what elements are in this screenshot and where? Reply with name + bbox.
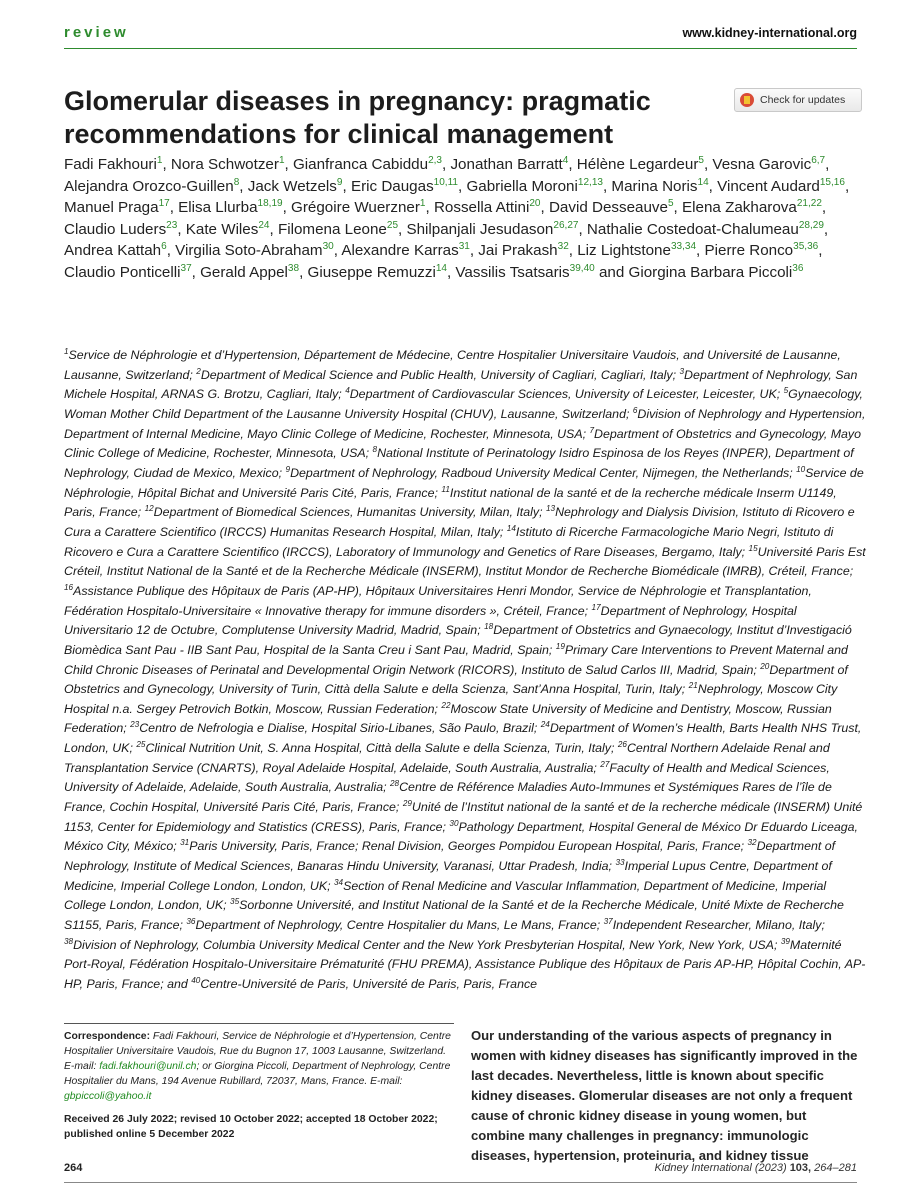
author-affiliation-marker: 6 — [161, 240, 167, 252]
author-affiliation-marker: 15,16 — [819, 176, 845, 188]
affiliation-number: 20 — [760, 661, 770, 671]
author-name: Elisa Llurba — [178, 199, 258, 216]
affiliation-number: 16 — [64, 582, 74, 592]
affiliation-number: 23 — [130, 720, 140, 730]
author-name: Gabriella Moroni — [466, 177, 578, 195]
affiliation-text: Nephrology, Moscow City Hospital n.a. Sergey Petrovich Botkin, Moscow, Russian Federation — [64, 682, 838, 716]
author-affiliation-marker: 30 — [322, 240, 334, 252]
author-affiliation-marker: 17 — [158, 197, 170, 209]
affiliation-number: 9 — [285, 464, 291, 474]
affiliation-number: 11 — [441, 484, 450, 494]
affiliation-text: Paris University, Paris, France; Renal Division, Georges Pompidou European Hospital, Paris, France — [189, 839, 741, 854]
affiliation-number: 36 — [186, 916, 196, 926]
author-affiliation-marker: 39,40 — [569, 262, 595, 274]
affiliation-text: Pathology Department, Hospital General de México Dr Eduardo Liceaga, México City, México — [64, 819, 858, 854]
affiliation-number: 3 — [679, 366, 684, 376]
email-link-fakhouri[interactable]: fadi.fakhouri@unil.ch — [99, 1061, 197, 1072]
affiliation-number: 13 — [545, 504, 556, 514]
author-name: Marina Noris — [611, 177, 698, 195]
affiliation-number: 6 — [632, 405, 638, 415]
journal-pages: 264–281 — [814, 1162, 857, 1174]
affiliation-number: 28 — [390, 779, 400, 789]
correspondence-label: Correspondence: — [64, 1031, 151, 1042]
author-affiliation-marker: 37 — [180, 262, 192, 274]
author-affiliation-marker: 35,36 — [793, 240, 819, 252]
author-affiliation-marker: 10,11 — [433, 176, 458, 188]
journal-url-link[interactable]: www.kidney-international.org — [682, 26, 857, 40]
author-affiliation-marker: 21,22 — [796, 197, 822, 209]
affiliation-number: 10 — [796, 464, 806, 474]
affiliation-number: 35 — [230, 897, 240, 907]
author-affiliation-marker: 9 — [336, 176, 343, 188]
affiliation-text: Université Paris Est Créteil, Institut National de la Santé et de la Recherche Médicale (INSERM), Institut Mondor de Recherche Biomédicale (IMRB), Créteil, France — [64, 544, 866, 579]
affiliation-text: Department of Biomedical Sciences, Humanitas University, Milan, Italy — [153, 505, 540, 520]
affiliation-text: Division of Nephrology and Hypertension, Department of Internal Medicine, Mayo Clinic College of Medicine, Rochester, Minnesota, USA — [64, 406, 866, 441]
header-divider — [64, 48, 857, 49]
author-name: Rossella Attini — [433, 199, 530, 216]
affiliation-number: 24 — [540, 720, 550, 730]
author-conjunction: and — [598, 263, 625, 281]
affiliation-text: Service de Néphrologie et d’Hypertension, Département de Médecine, Centre Hospitalier Universitaire Vaudois, and Université de Lausanne, Lausanne, Switzerland — [64, 348, 841, 382]
affiliation-text: Clinical Nutrition Unit, S. Anna Hospital, Città della Salute e della Scienza, Turin, Italy — [145, 741, 611, 756]
affiliation-text: National Institute of Perinatology Isidro Espinosa de los Reyes (INPER), Department of Nephrology, Ciudad de Mexico, Mexico — [64, 446, 854, 480]
author-name: David Desseauve — [548, 199, 668, 216]
correspondence-text — [64, 1029, 454, 1104]
author-name: Gerald Appel — [200, 263, 288, 281]
affiliation-text: Department of Obstetrics and Gynecology, University of Turin, Città della Salute e della Scienza, Sant’Anna Hospital, Turin, Italy — [64, 662, 848, 697]
author-list: Fadi Fakhouri$^1$, Nora Schwotzer$^1$, Gianfranca Cabiddu$^{2,3}$, Jonathan Barratt$^4$, Hélène Legardeur$^5$, Vesna Garovic$^{6,7}$, Alejandra Orozco-Guillen$^8$, Jack Wetzels$^9$, Eric Daugas$^{10,11}$, Gabriella Moroni$^{12,13}$, Marina Noris$^{14}$, Vincent Audard$^{15,16}$, Manuel Praga$^{17}$, Elisa Llurba$^{18,19}$, Grégoire Wuerzner$^1$, Rossella Attini$^{20}$, David Desseauve$^5$, Elena Zakharova$^{21,22}$, Claudio Luders$^{23}$, Kate Wiles$^{24}$, Filomena Leone$^{25}$, Shilpanjali Jesudason$^{26,27}$, Nathalie Costedoat-Chalumeau$^{28,29}$, Andrea Kattah$^6$, Virgilia Soto-Abraham$^{30}$, Alexandre Karras$^{31}$, Jai Prakash$^{32}$, Liz Lightstone$^{33,34}$, Pierre Ronco$^{35,36}$, Claudio Ponticelli$^{37}$, Gerald Appel$^{38}$, Giuseppe Remuzzi$^{14}$, Vassilis Tsatsaris$^{39,40}$ and Giorgina Barbara Piccoli$^{36}$ — [64, 154, 850, 281]
check-for-updates-button[interactable] — [734, 88, 862, 112]
affiliation-number: 21 — [688, 681, 698, 691]
author-name: Giorgina Barbara Piccoli — [628, 263, 793, 281]
affiliation-number: 25 — [136, 740, 146, 749]
author-name: Eric Daugas — [350, 177, 434, 195]
affiliation-number: 34 — [334, 877, 344, 887]
author-affiliation-marker: 18,19 — [257, 197, 283, 209]
journal-year: (2023) — [754, 1162, 787, 1174]
affiliation-text: Department of Medical Science and Public Health, University of Cagliari, Cagliari, Italy — [200, 367, 673, 382]
affiliation-text: Department of Cardiovascular Sciences, University of Leicester, Leicester, UK — [349, 387, 777, 402]
author-affiliation-marker: 14 — [697, 176, 709, 188]
author-name: Shilpanjali Jesudason — [406, 220, 554, 238]
author-affiliation-marker: 6,7 — [811, 154, 826, 166]
affiliation-text: Imperial Lupus Centre, Department of Medicine, Imperial College London, London, UK — [64, 859, 832, 893]
affiliation-text: Moscow State University of Medicine and Dentistry, Moscow, Russian Federation — [64, 701, 832, 736]
affiliation-text: Department of Nephrology, Institute of Medical Sciences, Banaras Hindu University, Varanasi, Uttar Pradesh, India — [64, 839, 836, 874]
affiliation-number: 39 — [780, 936, 790, 946]
author-name: Kate Wiles — [185, 220, 259, 238]
author-affiliation-marker: 28,29 — [798, 219, 824, 231]
author-affiliation-marker: 26,27 — [553, 219, 579, 231]
correspondence-block — [64, 1023, 454, 1142]
affiliation-text: Independent Researcher, Milano, Italy — [612, 918, 822, 933]
affiliation-number: 22 — [441, 700, 451, 710]
author-name: Alejandra Orozco-Guillen — [64, 177, 234, 195]
author-affiliation-marker: 20 — [529, 197, 541, 209]
affiliation-number: 5 — [783, 386, 789, 396]
affiliation-text: Department of Nephrology, San Michele Hospital, ARNAS G. Brotzu, Cagliari, Italy — [64, 367, 858, 402]
affiliation-number: 31 — [180, 838, 190, 848]
article-title: Glomerular diseases in pregnancy: pragmatic recommendations for clinical management — [64, 86, 651, 149]
check-for-updates-label: Check for updates — [760, 94, 846, 106]
affiliation-text: Department of Women’s Health, Barts Health NHS Trust, London, UK — [64, 721, 862, 756]
affiliation-number: 8 — [372, 445, 378, 455]
correspondence-part-1: Fadi Fakhouri, Service de Néphrologie et d’Hypertension, Centre Hospitalier Universitaire Vaudois, Rue du Bugnon 17, 1003 Lausanne, Switzerland. E-mail: — [64, 1031, 451, 1072]
affiliation-number: 38 — [64, 936, 74, 946]
author-affiliation-marker: 14 — [435, 262, 447, 274]
author-affiliation-marker: 38 — [287, 262, 300, 274]
affiliation-text: Centre-Université de Paris, Université de Paris, Paris, France — [200, 977, 538, 991]
affiliation-text: Centro de Nefrologia e Dialise, Hospital Sirio-Libanes, São Paulo, Brazil — [139, 721, 534, 736]
author-name: Vincent Audard — [717, 177, 820, 195]
author-name: Vesna Garovic — [712, 156, 812, 173]
author-affiliation-marker: 31 — [458, 240, 470, 252]
author-name: Jack Wetzels — [247, 177, 337, 195]
author-affiliation-marker: 23 — [166, 219, 178, 231]
affiliation-number: 12 — [144, 504, 154, 514]
email-link-piccoli[interactable]: gbpiccoli@yahoo.it — [64, 1091, 152, 1102]
affiliation-text: Centre de Référence Maladies Auto-Immunes et Systémiques Rares de l’île de France, Cochin Hospital, Université Paris Cité, Paris, France — [64, 780, 832, 815]
crossmark-icon — [740, 93, 754, 107]
author-affiliation-marker: 5 — [698, 154, 704, 166]
affiliation-number: 32 — [747, 838, 757, 848]
affiliation-text: Department of Obstetrics and Gynecology, Mayo Clinic College of Medicine, Rochester, Minnesota, USA — [64, 426, 862, 461]
affiliation-number: 27 — [600, 759, 610, 769]
author-name: Gianfranca Cabiddu — [292, 156, 429, 173]
affiliation-number: 29 — [402, 798, 412, 808]
author-name: Elena Zakharova — [682, 199, 797, 216]
author-affiliation-marker: 25 — [386, 219, 399, 231]
abstract-text: Our understanding of the various aspects of pregnancy in women with kidney diseases has significantly improved in the last decades. Nevertheless, little is known about specific kidney diseases. Glomerular diseases are not only a frequent cause of chronic kidney disease in young women, but combine many challenges in pregnancy: immunologic diseases, hypertension, proteinuria, and kidney tissue — [471, 1028, 858, 1163]
affiliation-text: Istituto di Ricerche Farmacologiche Mario Negri, Istituto di Ricovero e Cura a Carattere Scientifico (IRCCS), Laboratory of Immunology and Genetics of Rare Diseases, Bergamo, Italy — [64, 524, 834, 559]
author-name: Jai Prakash — [478, 242, 558, 259]
affiliation-conjunction: and — [167, 977, 188, 991]
affiliation-text: Assistance Publique des Hôpitaux de Paris (AP-HP), Hôpitaux Universitaires Henri Mondor, Service de Néphrologie et Transplantation, Fédération Hospitalo-Universitaire « Innovative therapy for immune disorders », Créteil, France — [64, 583, 812, 618]
author-name: Claudio Luders — [64, 220, 167, 238]
author-affiliation-marker: 32 — [557, 240, 569, 252]
journal-volume: 103, — [789, 1162, 812, 1174]
affiliation-text: Division of Nephrology, Columbia University Medical Center and the New York Presbyterian Hospital, New York, New York, USA — [73, 937, 774, 952]
affiliation-text: Institut national de la santé et de la recherche médicale Inserm U1149, Paris, France — [64, 485, 837, 520]
author-affiliation-marker: 1 — [156, 154, 163, 166]
author-name: Nora Schwotzer — [170, 156, 279, 173]
affiliation-text: Gynaecology, Woman Mother Child Department of the Lausanne University Hospital (CHUV), Lausanne, Switzerland — [64, 387, 864, 421]
page-number: 264 — [64, 1162, 83, 1174]
affiliation-number: 2 — [196, 366, 201, 376]
affiliation-text: Nephrology and Dialysis Division, Istituto di Ricovero e Cura a Carattere Scientifico (IRCCS) Humanitas Research Hospital, Milan, Italy — [64, 505, 855, 539]
author-affiliation-marker: 2,3 — [428, 154, 442, 166]
affiliation-text: Central Northern Adelaide Renal and Transplantation Service (CNARTS), Royal Adelaide Hospital, Adelaide, South Australia, Australia — [64, 741, 830, 775]
author-affiliation-marker: 4 — [562, 154, 569, 166]
author-name: Filomena Leone — [277, 220, 387, 238]
affiliation-text: Department of Nephrology, Centre Hospitalier du Mans, Le Mans, France — [195, 918, 597, 933]
affiliation-text: Sorbonne Université, and Institut National de la Santé et de la Recherche Médicale, Unité Mixte de Recherche S1155, Paris, France — [64, 898, 844, 933]
author-name: Pierre Ronco — [704, 242, 794, 259]
author-name: Claudio Ponticelli — [64, 263, 181, 281]
affiliation-number: 18 — [484, 622, 494, 632]
author-affiliation-marker: 24 — [258, 219, 270, 231]
author-affiliation-marker: 36 — [792, 262, 804, 274]
author-affiliation-marker: 8 — [233, 176, 240, 188]
author-affiliation-marker: 12,13 — [577, 176, 603, 188]
affiliation-number: 17 — [591, 602, 601, 612]
author-name: Andrea Kattah — [64, 242, 162, 259]
affiliation-number: 26 — [617, 740, 627, 749]
journal-citation — [655, 1162, 857, 1174]
author-name: Giuseppe Remuzzi — [307, 263, 436, 281]
affiliation-text: Section of Renal Medicine and Vascular Inflammation, Department of Medicine, Imperial College London, London, UK — [64, 878, 827, 913]
affiliation-text: Maternité Port-Royal, Fédération Hospitalo-Universitaire Prématurité (FHU PREMA), Assistance Publique des Hôpitaux de Paris AP-HP, Hôpital Cochin, AP-HP, Paris, France — [64, 937, 866, 991]
affiliation-number: 37 — [603, 916, 613, 926]
affiliation-list: $^1$Service de Néphrologie et d’Hypertension, Département de Médecine, Centre Hospitalier Universitaire Vaudois, and Université de Lausanne, Lausanne, Switzerland; $^2$Department of Medical Science and Public Health, University of Cagliari, Cagliari, Italy; $^3$Department of Nephrology, San Michele Hospital, ARNAS G. Brotzu, Cagliari, Italy; $^4$Department of Cardiovascular Sciences, University of Leicester, Leicester, UK; $^5$Gynaecology, Woman Mother Child Department of the Lausanne University Hospital (CHUV), Lausanne, Switzerland; $^6$Division of Nephrology and Hypertension, Department of Internal Medicine, Mayo Clinic College of Medicine, Rochester, Minnesota, USA; $^7$Department of Obstetrics and Gynecology, Mayo Clinic College of Medicine, Rochester, Minnesota, USA; $^8$National Institute of Perinatology Isidro Espinosa de los Reyes (INPER), Department of Nephrology, Ciudad de Mexico, Mexico; $^9$Department of Nephrology, Radboud University Medical Center, Nijmegen, the Netherlands; $^{10}$Service de Néphrologie, Hôpital Bichat and Université Paris Cité, Paris, France; $^{11}$Institut national de la santé et de la recherche médicale Inserm U1149, Paris, France; $^{12}$Department of Biomedical Sciences, Humanitas University, Milan, Italy; $^{13}$Nephrology and Dialysis Division, Istituto di Ricovero e Cura a Carattere Scientifico (IRCCS) Humanitas Research Hospital, Milan, Italy; $^{14}$Istituto di Ricerche Farmacologiche Mario Negri, Istituto di Ricovero e Cura a Carattere Scientifico (IRCCS), Laboratory of Immunology and Genetics of Rare Diseases, Bergamo, Italy; $^{15}$Université Paris Est Créteil, Institut National de la Santé et de la Recherche Médicale (INSERM), Institut Mondor de Recherche Biomédicale (IMRB), Créteil, France; $^{16}$Assistance Publique des Hôpitaux de Paris (AP-HP), Hôpitaux Universitaires Henri Mondor, Service de Néphrologie et Transplantation, Fédération Hospitalo-Universitaire « Innovative therapy for immune disorders », Créteil, France; $^{17}$Department of Nephrology, Hospital Universitario 12 de Octubre, Complutense University Madrid, Madrid, Spain; $^{18}$Department of Obstetrics and Gynaecology, Institut d’Investigació Biomèdica Sant Pau - IIB Sant Pau, Hospital de la Santa Creu i Sant Pau, Madrid, Spain; $^{19}$Primary Care Interventions to Prevent Maternal and Child Chronic Diseases of Perinatal and Developmental Origin Network (RICORS), Instituto de Salud Carlos III, Madrid, Spain; $^{20}$Department of Obstetrics and Gynecology, University of Turin, Città della Salute e della Scienza, Sant’Anna Hospital, Turin, Italy; $^{21}$Nephrology, Moscow City Hospital n.a. Sergey Petrovich Botkin, Moscow, Russian Federation; $^{22}$Moscow State University of Medicine and Dentistry, Moscow, Russian Federation; $^{23}$Centro de Nefrologia e Dialise, Hospital Sirio-Libanes, São Paulo, Brazil; $^{24}$Department of Women’s Health, Barts Health NHS Trust, London, UK; $^{25}$Clinical Nutrition Unit, S. Anna Hospital, Città della Salute e della Scienza, Turin, Italy; $^{26}$Central Northern Adelaide Renal and Transplantation Service (CNARTS), Royal Adelaide Hospital, Adelaide, South Australia, Australia; $^{27}$Faculty of Health and Medical Sciences, University of Adelaide, Adelaide, South Australia, Australia; $^{28}$Centre de Référence Maladies Auto-Immunes et Systémiques Rares de l’île de France, Cochin Hospital, Université Paris Cité, Paris, France; $^{29}$Unité de l’Institut national de la santé et de la recherche médicale (INSERM) Unité 1153, Center for Epidemiology and Statistics (CRESS), Paris, France; $^{30}$Pathology Department, Hospital General de México Dr Eduardo Liceaga, México City, México; $^{31}$Paris University, Paris, France; Renal Division, Georges Pompidou European Hospital, Paris, France; $^{32}$Department of Nephrology, Institute of Medical Sciences, Banaras Hindu University, Varanasi, Uttar Pradesh, India; $^{33}$Imperial Lupus Centre, Department of Medicine, Imperial College London, London, UK; $^{34}$Section of Renal Medicine and Vascular Inflammation, Department of Medicine, Imperial College London, London, UK; $^{35}$Sorbonne Université, and Institut National de la Santé et de la Recherche Médicale, Unité Mixte de Recherche S1155, Paris, France; $^{36}$Department of Nephrology, Centre Hospitalier du Mans, Le Mans, France; $^{37}$Independent Researcher, Milano, Italy; $^{38}$Division of Nephrology, Columbia University Medical Center and the New York Presbyterian Hospital, New York, New York, USA; $^{39}$Maternité Port-Royal, Fédération Hospitalo-Universitaire Prématurité (FHU PREMA), Assistance Publique des Hôpitaux de Paris AP-HP, Hôpital Cochin, AP-HP, Paris, France; and $^{40}$Centre-Université de Paris, Université de Paris, Paris, France — [64, 346, 866, 991]
affiliation-text: Unité de l’Institut national de la santé et de la recherche médicale (INSERM) Unité 1153, Center for Epidemiology and Statistics (CRESS), Paris, France — [64, 800, 863, 834]
author-name: Jonathan Barratt — [450, 156, 563, 173]
author-name: Virgilia Soto-Abraham — [175, 242, 323, 259]
author-affiliation-marker: 1 — [278, 154, 285, 166]
author-name: Liz Lightstone — [577, 242, 671, 259]
article-dates: Received 26 July 2022; revised 10 October 2022; accepted 18 October 2022; published online 5 December 2022 — [64, 1114, 438, 1140]
author-name: Nathalie Costedoat-Chalumeau — [586, 220, 799, 238]
affiliation-number: 33 — [615, 857, 625, 867]
author-affiliation-marker: 33,34 — [670, 240, 697, 252]
author-name: Hélène Legardeur — [576, 156, 699, 173]
journal-name: Kidney International — [654, 1162, 752, 1174]
author-affiliation-marker: 1 — [419, 197, 426, 209]
author-name: Vassilis Tsatsaris — [455, 263, 570, 281]
footer-divider — [64, 1182, 857, 1183]
author-name: Manuel Praga — [64, 199, 159, 216]
affiliation-number: 40 — [191, 975, 201, 985]
affiliation-number: 19 — [555, 641, 565, 651]
affiliation-number: 1 — [64, 346, 69, 356]
affiliation-text: Department of Nephrology, Hospital Universitario 12 de Octubre, Complutense University Madrid, Madrid, Spain — [64, 603, 797, 638]
affiliation-text: Primary Care Interventions to Prevent Maternal and Child Chronic Diseases of Perinatal and Developmental Origin Network (RICORS), Instituto de Salud Carlos III, Madrid, Spain — [64, 642, 848, 677]
affiliation-text: Faculty of Health and Medical Sciences, University of Adelaide, Adelaide, South Australia, Australia — [64, 760, 830, 795]
author-name: Grégoire Wuerzner — [291, 199, 420, 216]
affiliation-number: 7 — [589, 425, 595, 435]
correspondence-part-2: ; or Giorgina Piccoli, Department of Nephrology, Centre Hospitalier du Mans, 194 Avenue Rubillard, 72037, Mans, France. E-mail: — [64, 1061, 451, 1087]
author-name: Alexandre Karras — [341, 242, 459, 259]
author-affiliation-marker: 5 — [667, 197, 674, 209]
affiliation-number: 30 — [449, 818, 459, 828]
section-tag: review — [64, 24, 129, 41]
author-name: Fadi Fakhouri — [64, 156, 157, 173]
affiliation-text: Department of Obstetrics and Gynaecology, Institut d’Investigació Biomèdica Sant Pau - IIB Sant Pau, Hospital de la Santa Creu i Sant Pau, Madrid, Spain — [64, 623, 852, 657]
affiliation-text: Department of Nephrology, Radboud University Medical Center, Nijmegen, the Netherlands — [290, 465, 790, 480]
affiliation-number: 14 — [506, 523, 516, 533]
affiliation-text: Service de Néphrologie, Hôpital Bichat and Université Paris Cité, Paris, France — [64, 465, 864, 500]
affiliation-number: 4 — [345, 386, 350, 396]
affiliation-number: 15 — [748, 543, 758, 553]
